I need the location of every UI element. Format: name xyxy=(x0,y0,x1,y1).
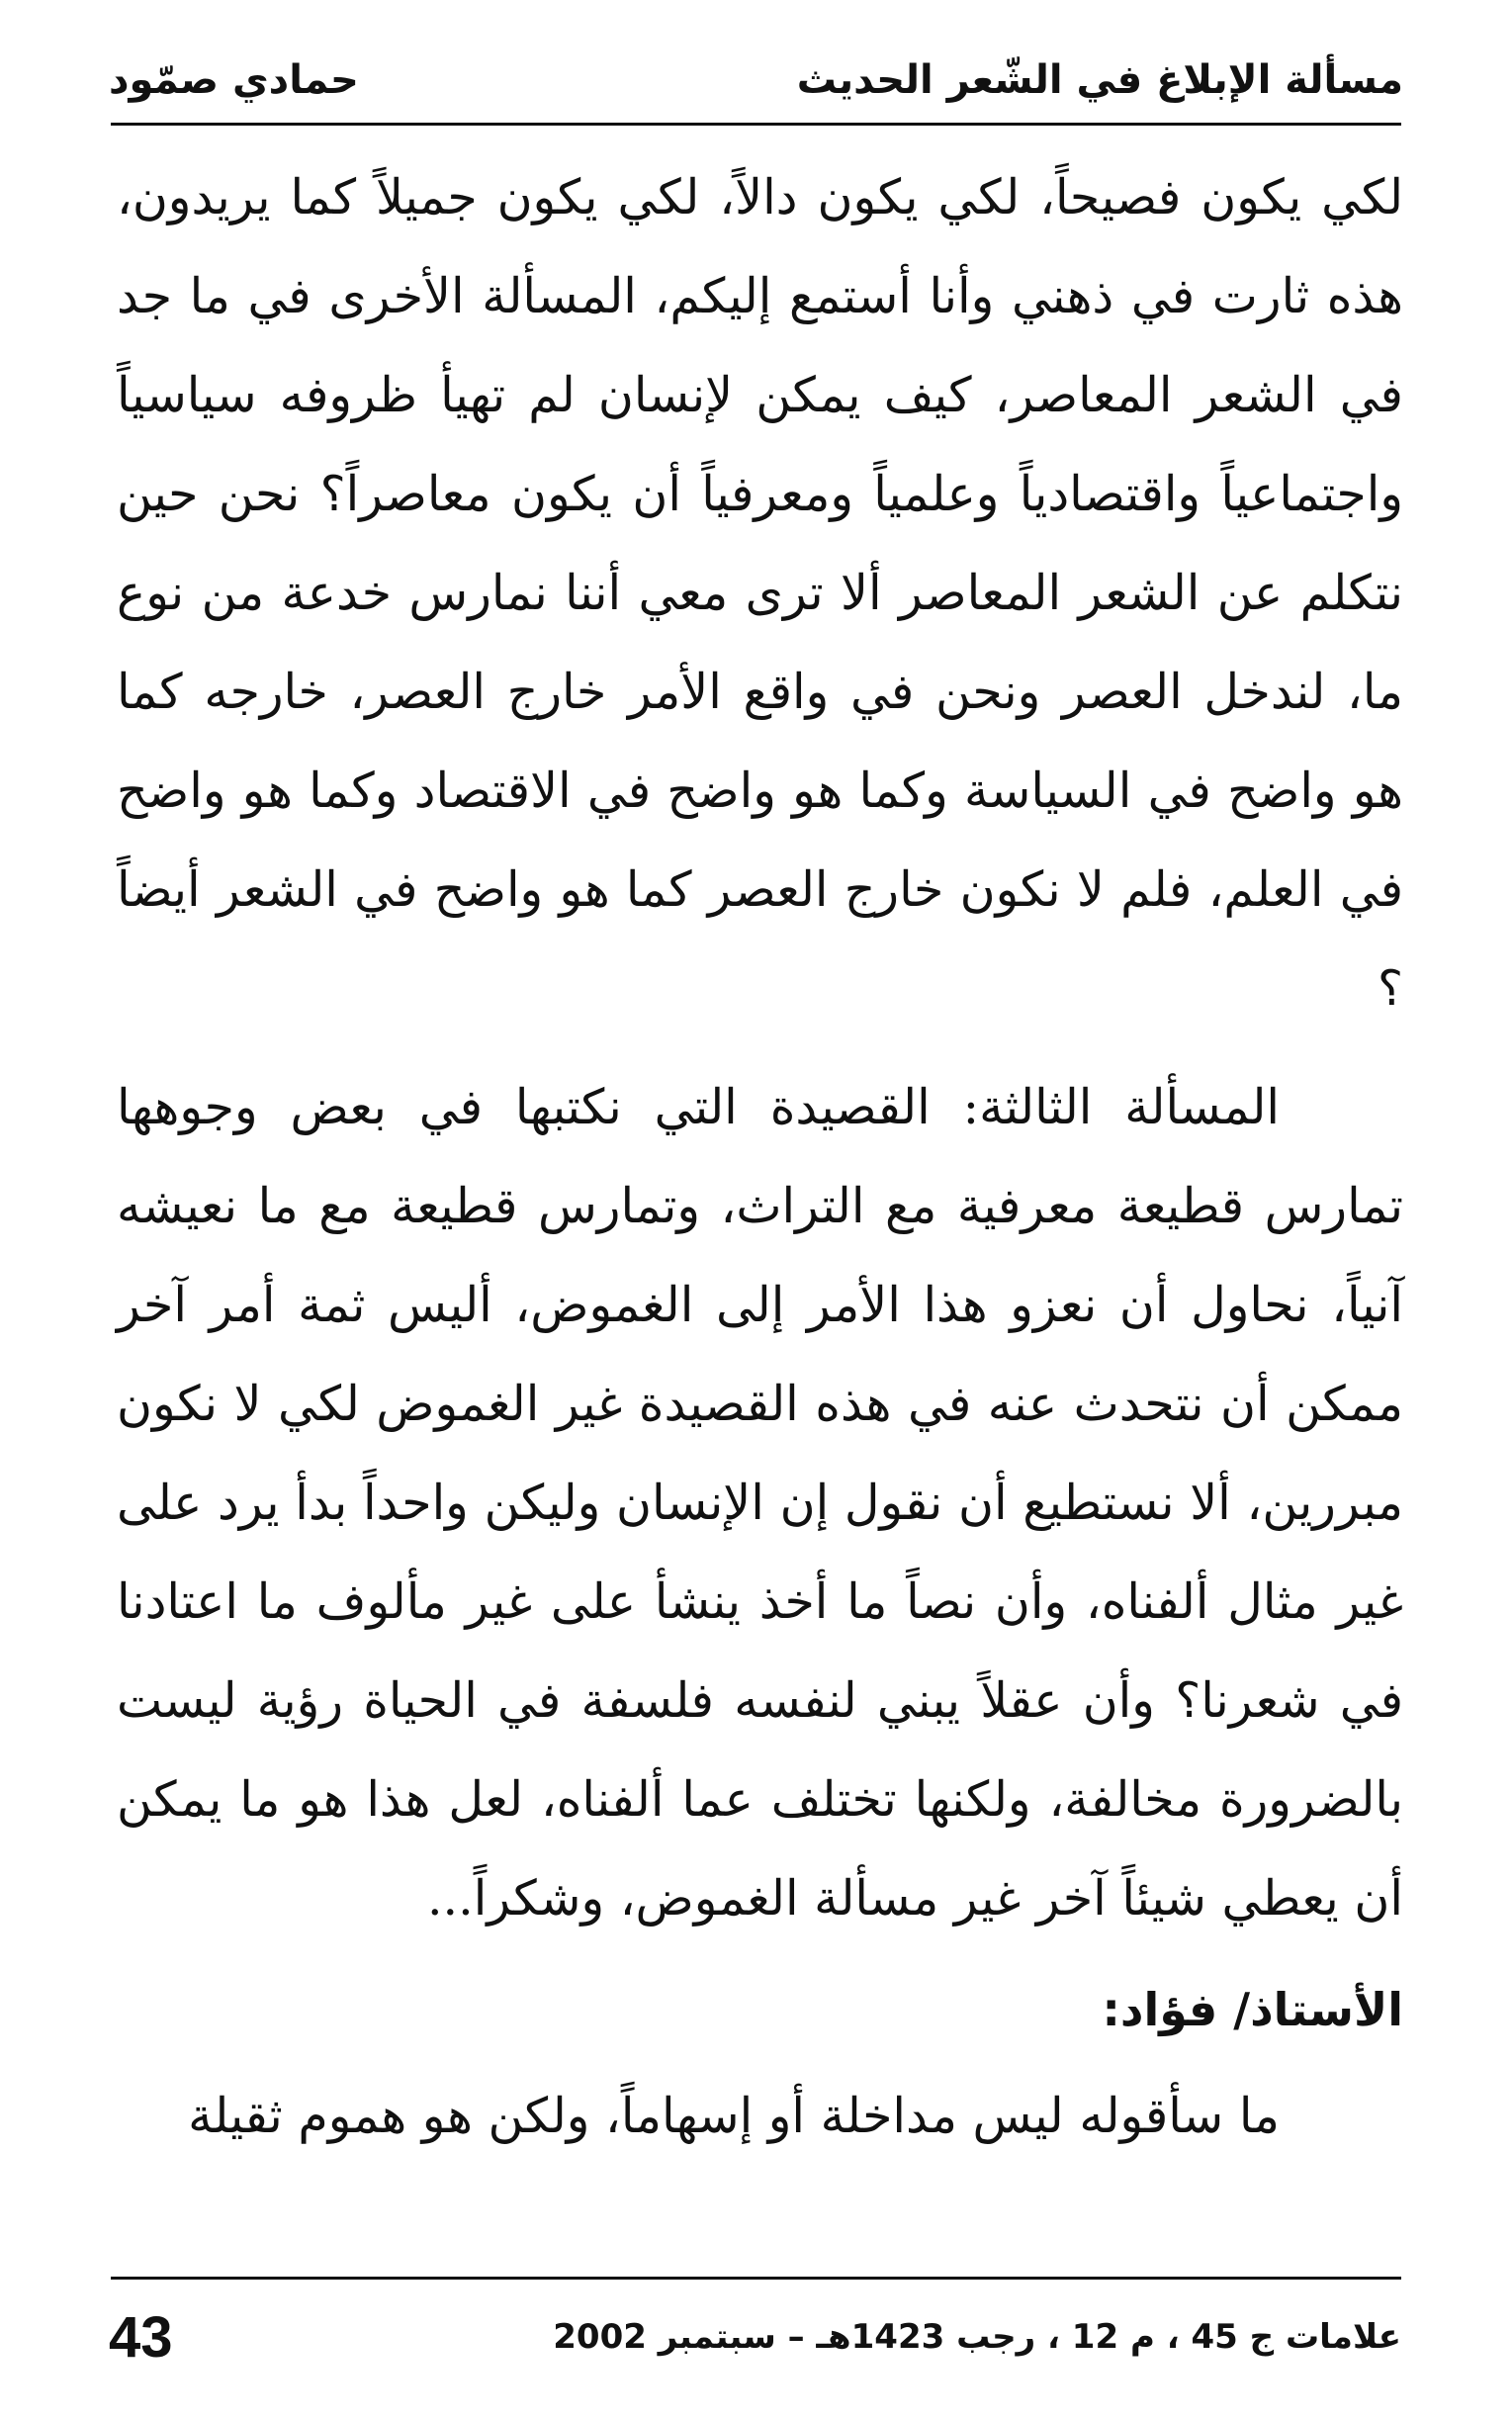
header-rule xyxy=(111,123,1401,126)
running-header xyxy=(109,42,1403,119)
body-paragraph-2: المسألة الثالثة: القصيدة التي نكتبها في بعض وجوهها تمارس قطيعة معرفية مع التراث، وتمارس قطيعة مع ما نعيشه آنياً، نحاول أن نعزو هذا الأمر إلى الغموض، أليس ثمة أمر آخر ممكن أن نتحدث عنه في هذه القصيدة غير الغموض لكي لا نكون مبررين، ألا نستطيع أن نقول إن الإنسان وليكن واحداً بدأ يرد على غير مثال ألفناه، وأن نصاً ما أخذ ينشأ على غير مألوف ما اعتادنا في شعرنا؟ وأن عقلاً يبني لنفسه فلسفة في الحياة رؤية ليست بالضرورة مخالفة، ولكنها تختلف عما ألفناه، لعل هذا هو ما يمكن أن يعطي شيئاً آخر غير مسألة الغموض، وشكراً... xyxy=(117,1079,1403,1927)
body-paragraph-3: ما سأقوله ليس مداخلة أو إسهاماً، ولكن هو هموم ثقيلة xyxy=(188,2088,1280,2144)
article-body xyxy=(117,148,1403,2166)
author-name: حمادي صمّود xyxy=(109,57,359,103)
journal-citation: علامات ج 45 ، م 12 ، رجب 1423هـ – سبتمبر 2002 xyxy=(553,2317,1401,2357)
page-number: 43 xyxy=(109,2304,173,2370)
article-title: مسألة الإبلاغ في الشّعر الحديث xyxy=(796,57,1403,103)
page-footer xyxy=(109,2292,1401,2381)
body-paragraph-1: لكي يكون فصيحاً، لكي يكون دالاً، لكي يكون جميلاً كما يريدون، هذه ثارت في ذهني وأنا أستمع إليكم، المسألة الأخرى في ما جد في الشعر المعاصر، كيف يمكن لإنسان لم تهيأ ظروفه سياسياً واجتماعياً واقتصادياً وعلمياً ومعرفياً أن يكون معاصراً؟ نحن حين نتكلم عن الشعر المعاصر ألا ترى معي أننا نمارس خدعة من نوع ما، لندخل العصر ونحن في واقع الأمر خارج العصر، خارجه كما هو واضح في السياسة وكما هو واضح في الاقتصاد وكما هو واضح في العلم، فلم لا نكون خارج العصر كما هو واضح في الشعر أيضاً ؟ xyxy=(117,169,1403,1017)
footer-rule xyxy=(111,2277,1401,2280)
speaker-heading: الأستاذ/ فؤاد: xyxy=(1102,1983,1403,2036)
